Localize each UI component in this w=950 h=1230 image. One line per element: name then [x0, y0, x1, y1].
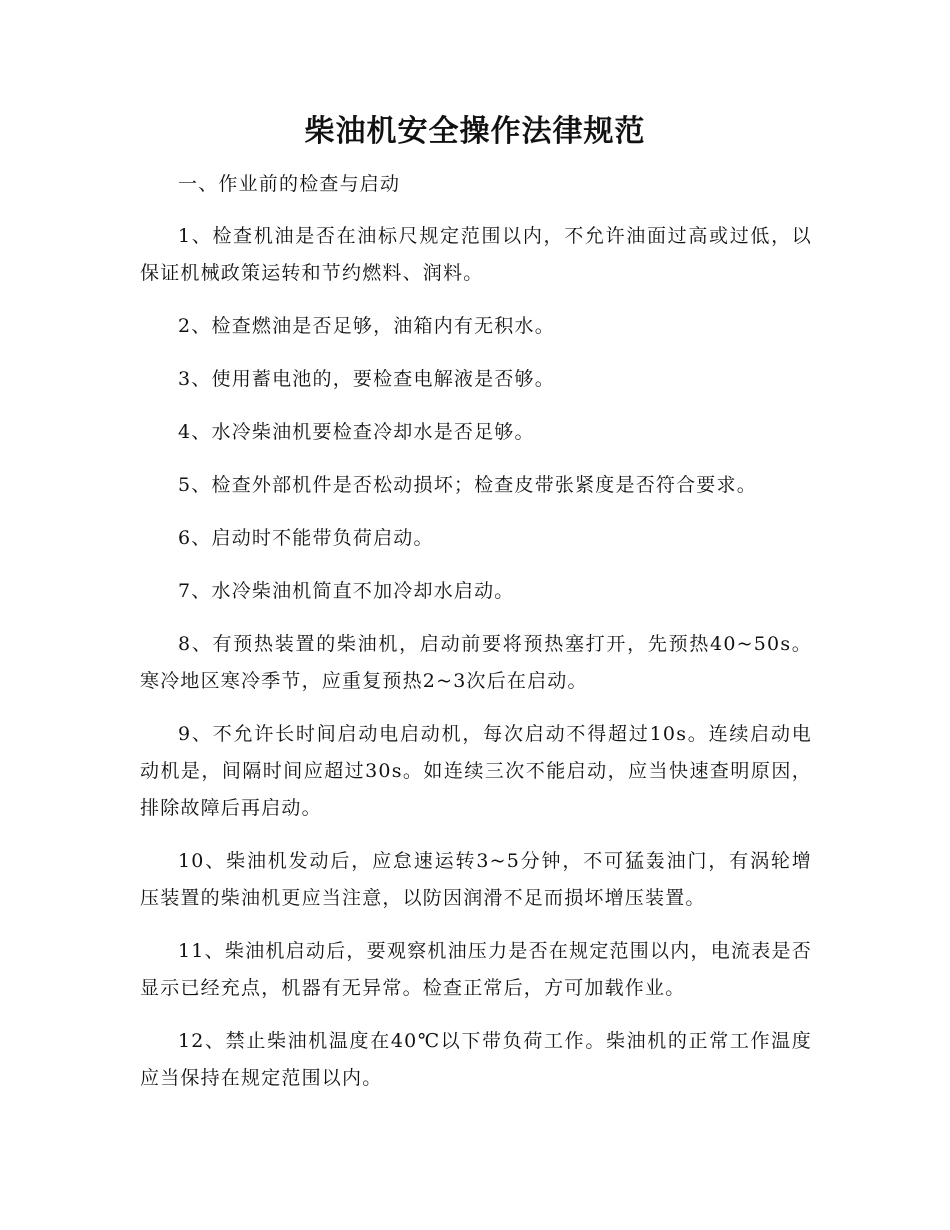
paragraph-11: 11、柴油机启动后，要观察机油压力是否在规定范围以内，电流表是否显示已经充点，机器有无异常。检查正常后，方可加载作业。: [140, 940, 812, 999]
paragraph-6: 6、启动时不能带负荷启动。: [178, 527, 434, 549]
paragraph-4: 4、水冷柴油机要检查冷却水是否足够。: [178, 421, 535, 443]
paragraph-2: 2、检查燃油是否足够，油箱内有无积水。: [178, 315, 555, 337]
paragraph-8: 8、有预热装置的柴油机，启动前要将预热塞打开，先预热40~50s。寒冷地区寒冷季节，应重复预热2~3次后在启动。: [140, 633, 812, 692]
page-title: 柴油机安全操作法律规范: [304, 114, 646, 149]
paragraph-3: 3、使用蓄电池的，要检查电解液是否够。: [178, 368, 555, 390]
paragraph-7: 7、水冷柴油机简直不加冷却水启动。: [178, 580, 515, 602]
paragraph-9: 9、不允许长时间启动电启动机，每次启动不得超过10s。连续启动电动机是，间隔时间应超过30s。如连续三次不能启动，应当快速查明原因，排除故障后再启动。: [140, 723, 812, 819]
document-body: [140, 166, 812, 1113]
paragraph-12: 12、禁止柴油机温度在40℃以下带负荷工作。柴油机的正常工作温度应当保持在规定范围以内。: [140, 1030, 812, 1089]
paragraph-1: 1、检查机油是否在油标尺规定范围以内，不允许油面过高或过低，以保证机械政策运转和节约燃料、润料。: [140, 225, 812, 284]
section-heading: 一、作业前的检查与启动: [178, 173, 401, 195]
paragraph-5: 5、检查外部机件是否松动损坏；检查皮带张紧度是否符合要求。: [178, 474, 757, 496]
paragraph-10: 10、柴油机发动后，应怠速运转3~5分钟，不可猛轰油门，有涡轮增压装置的柴油机更应当注意，以防因润滑不足而损坏增压装置。: [140, 850, 812, 909]
